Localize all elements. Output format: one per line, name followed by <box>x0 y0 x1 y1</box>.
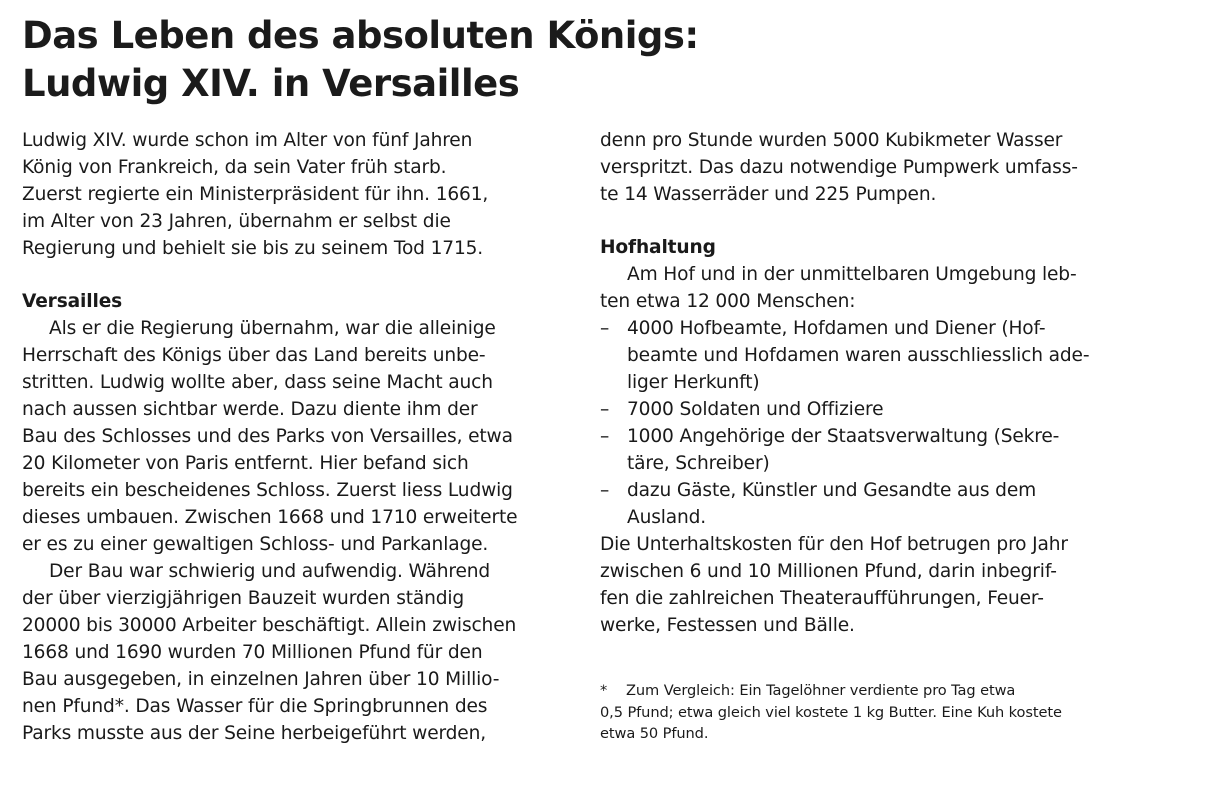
footnote-marker: * <box>600 682 608 699</box>
text-line: 20 Kilometer von Paris entfernt. Hier befand sich <box>22 453 469 474</box>
text-line: Als er die Regierung übernahm, war die alleinige <box>49 318 496 339</box>
list-item <box>600 315 1180 396</box>
text-line: täre, Schreiber) <box>627 453 770 474</box>
text-line: 1668 und 1690 wurden 70 Millionen Pfund für den <box>22 642 483 663</box>
text-line: Parks musste aus der Seine herbeigeführt werden, <box>22 723 486 744</box>
text-line: dazu Gäste, Künstler und Gesandte aus dem <box>627 480 1037 501</box>
footnote-line: etwa 50 Pfund. <box>600 725 709 742</box>
footnote-line: 0,5 Pfund; etwa gleich viel kostete 1 kg Butter. Eine Kuh kostete <box>600 703 1062 721</box>
text-line: 20000 bis 30000 Arbeiter beschäftigt. Allein zwischen <box>22 615 517 636</box>
text-line: dieses umbauen. Zwischen 1668 und 1710 erweiterte <box>22 507 518 528</box>
section-heading-hofhaltung: Hofhaltung <box>600 237 716 258</box>
text-line: Die Unterhaltskosten für den Hof betrugen pro Jahr <box>600 534 1068 555</box>
dash-bullet: – <box>600 426 610 447</box>
footnote <box>600 680 1180 745</box>
intro-paragraph <box>22 127 597 262</box>
text-line: zwischen 6 und 10 Millionen Pfund, darin inbegrif- <box>600 561 1057 582</box>
text-line: Bau des Schlosses und des Parks von Versailles, etwa <box>22 426 513 447</box>
text-line: Ausland. <box>627 507 707 528</box>
footnote-line <box>600 680 1180 702</box>
left-column <box>22 127 597 747</box>
text-line: König von Frankreich, da sein Vater früh starb. <box>22 157 447 178</box>
text-line: Regierung und behielt sie bis zu seinem Tod 1715. <box>22 238 484 259</box>
right-column <box>600 127 1180 639</box>
text-line: liger Herkunft) <box>627 372 760 393</box>
text-line: stritten. Ludwig wollte aber, dass seine Macht auch <box>22 372 493 393</box>
versailles-continuation <box>600 127 1180 208</box>
section-heading-versailles: Versailles <box>22 291 123 312</box>
dash-bullet: – <box>600 480 610 501</box>
list-item <box>600 423 1180 477</box>
versailles-paragraph-1 <box>22 315 597 558</box>
court-population-list <box>600 315 1180 531</box>
text-line: Herrschaft des Königs über das Land bereits unbe- <box>22 345 486 366</box>
text-line: im Alter von 23 Jahren, übernahm er selbst die <box>22 211 451 232</box>
text-line: 4000 Hofbeamte, Hofdamen und Diener (Hof- <box>627 318 1046 339</box>
text-line: bereits ein bescheidenes Schloss. Zuerst liess Ludwig <box>22 480 513 501</box>
text-line: verspritzt. Das dazu notwendige Pumpwerk umfass- <box>600 157 1078 178</box>
text-line: Am Hof und in der unmittelbaren Umgebung leb- <box>627 264 1077 285</box>
text-line: nen Pfund*. Das Wasser für die Springbrunnen des <box>22 696 488 717</box>
page-title <box>22 12 1172 108</box>
dash-bullet: – <box>600 318 610 339</box>
text-line: 7000 Soldaten und Offiziere <box>627 399 884 420</box>
title-line-1: Das Leben des absoluten Königs: <box>22 14 699 57</box>
list-item <box>600 477 1180 531</box>
footnote-text: Zum Vergleich: Ein Tagelöhner verdiente pro Tag etwa <box>626 682 1016 699</box>
text-line: er es zu einer gewaltigen Schloss- und Parkanlage. <box>22 534 489 555</box>
list-item <box>600 396 1180 423</box>
versailles-paragraph-2 <box>22 558 597 747</box>
text-line: nach aussen sichtbar werde. Dazu diente ihm der <box>22 399 478 420</box>
text-line: fen die zahlreichen Theateraufführungen, Feuer- <box>600 588 1044 609</box>
hofhaltung-intro <box>600 261 1180 315</box>
text-line: Zuerst regierte ein Ministerpräsident für ihn. 1661, <box>22 184 489 205</box>
text-line: denn pro Stunde wurden 5000 Kubikmeter Wasser <box>600 130 1063 151</box>
text-line: 1000 Angehörige der Staatsverwaltung (Sekre- <box>627 426 1060 447</box>
hofhaltung-closing <box>600 531 1180 639</box>
text-line: Der Bau war schwierig und aufwendig. Während <box>49 561 491 582</box>
text-line: ten etwa 12 000 Menschen: <box>600 291 856 312</box>
text-line: Ludwig XIV. wurde schon im Alter von fünf Jahren <box>22 130 473 151</box>
text-line: Bau ausgegeben, in einzelnen Jahren über 10 Millio- <box>22 669 500 690</box>
title-line-2: Ludwig XIV. in Versailles <box>22 62 520 105</box>
text-line: beamte und Hofdamen waren ausschliesslich ade- <box>627 345 1090 366</box>
text-line: der über vierzigjährigen Bauzeit wurden ständig <box>22 588 465 609</box>
text-line: te 14 Wasserräder und 225 Pumpen. <box>600 184 937 205</box>
dash-bullet: – <box>600 399 610 420</box>
text-line: werke, Festessen und Bälle. <box>600 615 855 636</box>
